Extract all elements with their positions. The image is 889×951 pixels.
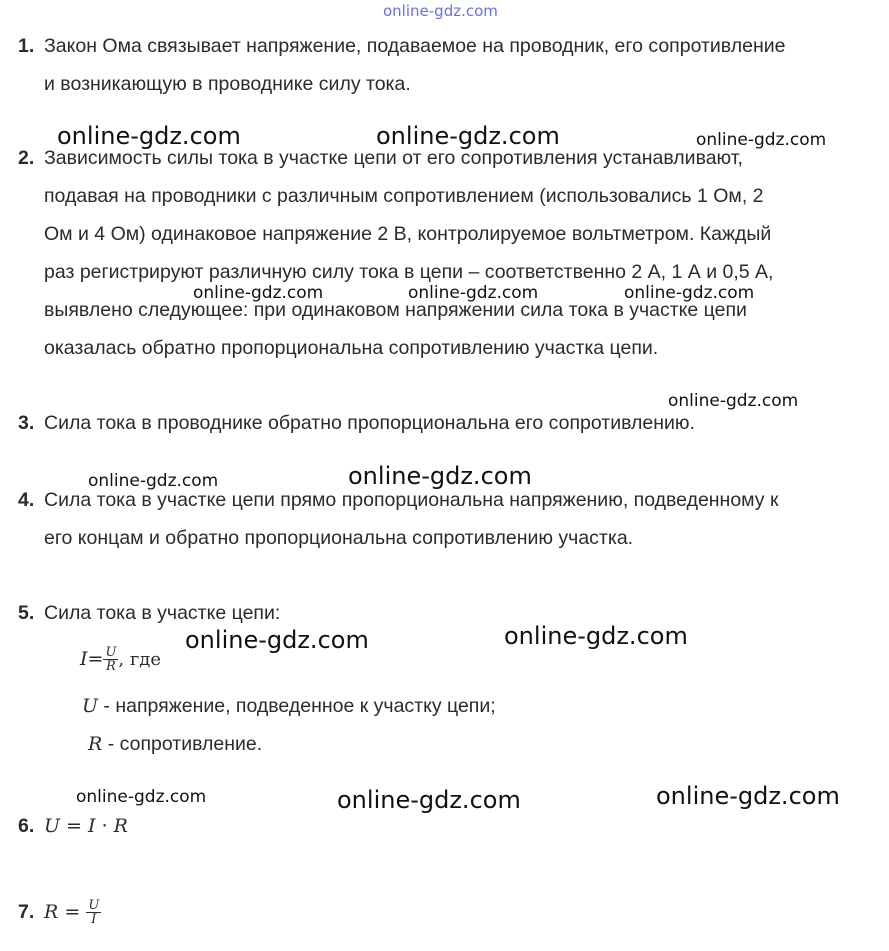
item-text-line: Сила тока в участке цепи прямо пропорциональна напряжению, подведенному к — [44, 489, 779, 511]
item-text-line: Сила тока в участке цепи: — [44, 602, 281, 624]
ohm-law-formula — [18, 632, 876, 687]
watermark: online-gdz.com — [348, 462, 532, 490]
definition-symbol: U — [82, 695, 99, 717]
item-number: 4. — [18, 489, 35, 511]
definition-text: - напряжение, подведенное к участку цепи; — [98, 695, 496, 717]
definition-line — [18, 687, 876, 725]
watermark: online-gdz.com — [376, 122, 560, 150]
watermark: online-gdz.com — [185, 626, 369, 654]
item-number: 1. — [18, 35, 35, 57]
item-text-line: Сила тока в проводнике обратно пропорциональна его сопротивлению. — [44, 412, 695, 434]
formula-symbol: I — [80, 648, 88, 670]
answer-item-7 — [18, 889, 876, 935]
definition-text: - сопротивление. — [102, 733, 263, 755]
watermark: online-gdz.com — [504, 622, 688, 650]
watermark: online-gdz.com — [408, 283, 539, 303]
item-text-line: подавая на проводники с различным сопротивлением (использовались 1 Ом, 2 — [44, 185, 764, 207]
item-number: 5. — [18, 602, 35, 624]
item-text-line: Зависимость силы тока в участке цепи от его сопротивления устанавливают, — [44, 147, 743, 169]
answer-item-1 — [18, 27, 876, 103]
answer-item-6 — [18, 807, 876, 845]
item-text-line: и возникающую в проводнике силу тока. — [44, 73, 411, 95]
formula-operator: · — [95, 815, 114, 837]
formula-symbol: R — [44, 901, 59, 923]
answer-item-4 — [18, 481, 876, 557]
item-text-line: выявлено следующее: при одинаковом напряжении сила тока в участке цепи — [44, 299, 747, 321]
item-text-line: Закон Ома связывает напряжение, подаваемое на проводник, его сопротивление — [44, 35, 786, 57]
watermark: online-gdz.com — [88, 471, 219, 491]
definition-line — [18, 725, 876, 763]
watermark: online-gdz.com — [624, 283, 755, 303]
watermark: online-gdz.com — [383, 2, 498, 20]
item-text-line: Ом и 4 Ом) одинаковое напряжение 2 В, контролируемое вольтметром. Каждый — [44, 223, 772, 245]
fraction-denominator: I — [91, 912, 97, 928]
watermark: online-gdz.com — [193, 283, 324, 303]
formula-symbol: R — [113, 815, 128, 837]
item-number: 6. — [18, 815, 35, 837]
watermark: online-gdz.com — [57, 122, 241, 150]
item-number: 7. — [18, 901, 35, 923]
formula-tail: , где — [118, 649, 162, 670]
formula-symbol: U — [44, 815, 61, 837]
fraction — [86, 899, 101, 926]
item-text-line: раз регистрируют различную силу тока в цепи – соответственно 2 А, 1 А и 0,5 А, — [44, 261, 774, 283]
answer-item-3 — [18, 404, 876, 442]
watermark: online-gdz.com — [656, 782, 840, 810]
watermark: online-gdz.com — [76, 787, 207, 807]
formula-operator: = — [58, 901, 87, 923]
definition-symbol: R — [88, 733, 103, 755]
answer-item-2 — [18, 139, 876, 367]
fraction-numerator: U — [88, 898, 100, 914]
item-text-line: его концам и обратно пропорциональна сопротивлению участка. — [44, 527, 634, 549]
fraction-numerator: U — [105, 645, 117, 661]
fraction-denominator: R — [106, 659, 116, 675]
watermark: online-gdz.com — [696, 130, 827, 150]
formula-operator: = — [60, 815, 89, 837]
item-number: 3. — [18, 412, 35, 434]
watermark: online-gdz.com — [337, 786, 521, 814]
fraction — [103, 646, 118, 673]
answer-item-5 — [18, 594, 876, 763]
item-text-line: оказалась обратно пропорциональна сопротивлению участка цепи. — [44, 337, 659, 359]
formula-operator: = — [87, 648, 104, 670]
item-number: 2. — [18, 147, 35, 169]
formula-symbol: I — [88, 815, 96, 837]
watermark: online-gdz.com — [668, 391, 799, 411]
